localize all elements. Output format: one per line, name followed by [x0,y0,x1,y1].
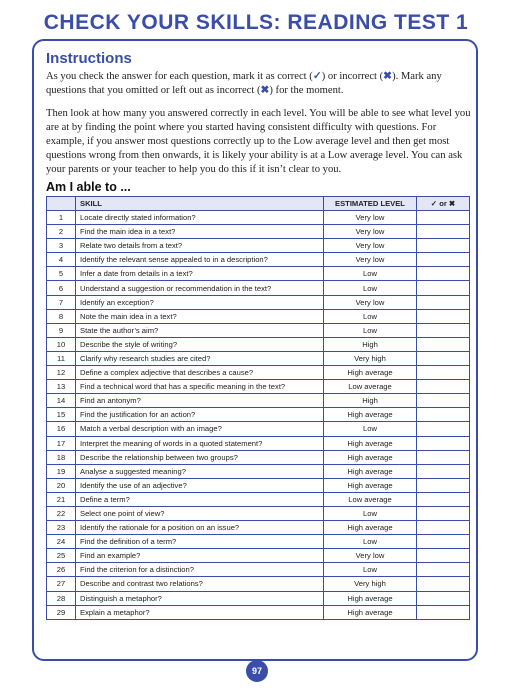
row-number: 4 [47,253,76,267]
level-cell: Low [324,506,417,520]
check-cell[interactable] [417,281,470,295]
check-cell[interactable] [417,577,470,591]
table-row [47,478,470,492]
check-cell[interactable] [417,605,470,619]
table-row [47,422,470,436]
skill-cell: Identify the relevant sense appealed to in a description? [76,253,324,267]
skill-cell: Find an antonym? [76,394,324,408]
check-cell[interactable] [417,337,470,351]
p1-text-a: As you check the answer for each question, mark it as correct ( [46,71,313,82]
level-cell: High average [324,436,417,450]
table-row [47,239,470,253]
skill-cell: State the author’s aim? [76,323,324,337]
row-number: 26 [47,563,76,577]
check-cell[interactable] [417,478,470,492]
row-number: 8 [47,309,76,323]
skill-cell: Describe the style of writing? [76,337,324,351]
skill-cell: Interpret the meaning of words in a quoted statement? [76,436,324,450]
row-number: 6 [47,281,76,295]
skill-column-header: SKILL [76,197,324,211]
skill-cell: Find an example? [76,549,324,563]
check-cell[interactable] [417,394,470,408]
check-cell[interactable] [417,309,470,323]
level-cell: High average [324,521,417,535]
check-cell[interactable] [417,239,470,253]
check-cell[interactable] [417,351,470,365]
table-header-row [47,197,470,211]
check-cell[interactable] [417,408,470,422]
check-cell[interactable] [417,422,470,436]
check-cell[interactable] [417,323,470,337]
level-cell: Low [324,535,417,549]
instructions-heading: Instructions [46,50,132,67]
skill-cell: Note the main idea in a text? [76,309,324,323]
level-cell: High average [324,478,417,492]
level-cell: High [324,394,417,408]
row-number: 19 [47,464,76,478]
level-cell: Very high [324,351,417,365]
skill-cell: Understand a suggestion or recommendation in the text? [76,281,324,295]
table-row [47,337,470,351]
skill-cell: Describe and contrast two relations? [76,577,324,591]
row-number: 12 [47,366,76,380]
skill-cell: Locate directly stated information? [76,211,324,225]
check-cell[interactable] [417,253,470,267]
skill-cell: Identify the use of an adjective? [76,478,324,492]
table-row [47,605,470,619]
level-cell: Very low [324,549,417,563]
level-cell: High average [324,464,417,478]
skills-heading: Am I able to ... [46,180,131,194]
skill-cell: Relate two details from a text? [76,239,324,253]
table-row [47,591,470,605]
skill-cell: Find a technical word that has a specific meaning in the text? [76,380,324,394]
level-cell: Low [324,323,417,337]
check-cell[interactable] [417,535,470,549]
table-row [47,295,470,309]
table-row [47,366,470,380]
skill-cell: Identify an exception? [76,295,324,309]
check-cell[interactable] [417,211,470,225]
skill-cell: Define a term? [76,492,324,506]
skill-cell: Distinguish a metaphor? [76,591,324,605]
level-cell: Very low [324,239,417,253]
row-number: 5 [47,267,76,281]
check-cell[interactable] [417,366,470,380]
row-number: 17 [47,436,76,450]
row-number: 9 [47,323,76,337]
level-cell: High average [324,366,417,380]
row-number: 2 [47,225,76,239]
table-row [47,521,470,535]
skill-cell: Infer a date from details in a text? [76,267,324,281]
page-title: CHECK YOUR SKILLS: READING TEST 1 [43,11,469,34]
table-row [47,549,470,563]
level-cell: Low [324,281,417,295]
check-cell[interactable] [417,450,470,464]
check-cell[interactable] [417,380,470,394]
row-number: 11 [47,351,76,365]
check-cell[interactable] [417,267,470,281]
level-cell: High [324,337,417,351]
row-number: 22 [47,506,76,520]
skill-cell: Find the definition of a term? [76,535,324,549]
skill-cell: Find the criterion for a distinction? [76,563,324,577]
table-row [47,225,470,239]
skill-cell: Describe the relationship between two groups? [76,450,324,464]
row-number: 10 [47,337,76,351]
table-row [47,394,470,408]
table-row [47,563,470,577]
level-cell: Low average [324,380,417,394]
table-row [47,535,470,549]
row-number: 28 [47,591,76,605]
skill-cell: Explain a metaphor? [76,605,324,619]
skill-cell: Analyse a suggested meaning? [76,464,324,478]
page-number-badge: 97 [246,660,268,682]
check-cell[interactable] [417,563,470,577]
table-row [47,380,470,394]
row-number: 23 [47,521,76,535]
instructions-paragraph-2: Then look at how many you answered correctly in each level. You will be able to see what level you are at by finding the point where you started having consistent difficulty with questions. For example, if you answer most questions correctly up to the Low average level and then get most questions wrong from then onwards, it is likely your ability is at a Low average level. You can ask your parents or your teacher to help you do this if it isn’t clear to you. [46,108,471,175]
level-cell: Very low [324,295,417,309]
row-number: 21 [47,492,76,506]
table-row [47,323,470,337]
instructions-paragraph-1 [46,70,472,98]
level-cell: Very low [324,211,417,225]
level-cell: High average [324,591,417,605]
table-row [47,211,470,225]
p1-text-c: ). Mark any questions that you omitted or left out as incorrect ( [46,71,442,96]
skill-cell: Find the main idea in a text? [76,225,324,239]
table-row [47,309,470,323]
level-cell: Low [324,309,417,323]
skill-cell: Match a verbal description with an image? [76,422,324,436]
check-cell[interactable] [417,506,470,520]
row-number: 14 [47,394,76,408]
row-number: 25 [47,549,76,563]
p1-text-d: ) for the moment. [269,85,344,96]
cross-icon: ✖ [383,71,393,82]
level-cell: High average [324,450,417,464]
table-row [47,408,470,422]
tick-icon: ✓ [312,71,322,82]
level-cell: Very low [324,225,417,239]
table-row [47,281,470,295]
table-row [47,450,470,464]
table-row [47,492,470,506]
row-number: 24 [47,535,76,549]
row-number: 15 [47,408,76,422]
level-column-header: ESTIMATED LEVEL [324,197,417,211]
level-cell: Low [324,267,417,281]
level-cell: Very high [324,577,417,591]
skill-cell: Identify the rationale for a position on an issue? [76,521,324,535]
skill-cell: Define a complex adjective that describes a cause? [76,366,324,380]
row-number: 3 [47,239,76,253]
row-number: 16 [47,422,76,436]
cross-icon: ✖ [260,85,270,96]
check-cell[interactable] [417,492,470,506]
table-row [47,253,470,267]
row-number: 27 [47,577,76,591]
table-row [47,436,470,450]
table-row [47,506,470,520]
check-cell[interactable] [417,225,470,239]
level-cell: High average [324,605,417,619]
check-cell[interactable] [417,591,470,605]
table-row [47,267,470,281]
row-number: 20 [47,478,76,492]
row-number: 1 [47,211,76,225]
row-number: 7 [47,295,76,309]
row-number: 29 [47,605,76,619]
level-cell: Low [324,563,417,577]
level-cell: Low [324,422,417,436]
check-cell[interactable] [417,521,470,535]
level-cell: Low average [324,492,417,506]
check-column-header: ✓ or ✖ [417,197,470,211]
skill-cell: Find the justification for an action? [76,408,324,422]
table-row [47,464,470,478]
skill-cell: Select one point of view? [76,506,324,520]
check-cell[interactable] [417,436,470,450]
skill-cell: Clarify why research studies are cited? [76,351,324,365]
level-cell: High average [324,408,417,422]
check-cell[interactable] [417,295,470,309]
check-cell[interactable] [417,549,470,563]
p1-text-b: ) or incorrect ( [321,71,384,82]
table-row [47,351,470,365]
table-row [47,577,470,591]
row-number: 18 [47,450,76,464]
level-cell: Very low [324,253,417,267]
skills-table [46,196,470,620]
number-column-header [47,197,76,211]
row-number: 13 [47,380,76,394]
check-cell[interactable] [417,464,470,478]
